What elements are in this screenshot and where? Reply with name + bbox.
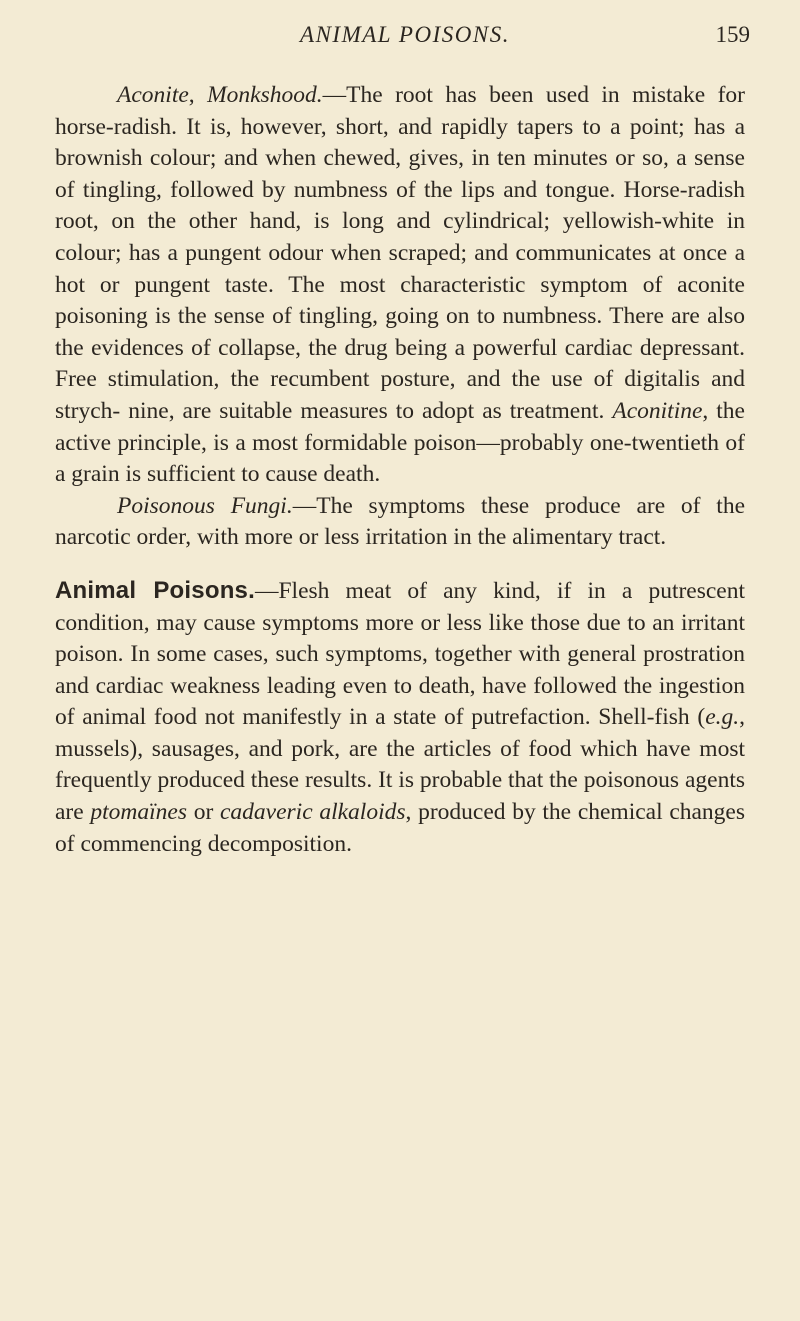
animal-text-2: , mussels), sausages, and pork, are the articles of food which have most frequently produced these results. It is probable that the poisonous agents are [55,704,745,826]
term-monkshood: Monkshood. [207,82,323,108]
page-number: 159 [715,22,750,47]
aconite-text-2: , the active principle, is a most formidable poison—probably one-twentieth of a grain is sufficient to cause death. [55,397,745,488]
term-aconite: Aconite [117,82,189,108]
term-separator: , [188,82,208,108]
body-text [55,80,745,860]
term-poisonous-fungi: Poisonous Fungi. [117,492,293,519]
animal-text-1: —Flesh meat of any kind, if in a putrescent condition, may cause symptoms more or less like those due to an irritant poison. In some cases, such symptoms, together with general prostration and cardiac weakness leading even to death, have followed the ingestion of animal food not manifestly in a state of putrefaction. Shell-fish ( [55,577,746,731]
section-heading-animal-poisons: Animal Poisons. [55,576,255,604]
term-aconitine: Aconitine [612,397,703,424]
paragraph-animal-poisons [55,575,745,860]
paragraph-fungi [55,491,745,554]
term-ptomaines: ptomaïnes [90,799,187,826]
running-head [60,20,750,56]
running-title: ANIMAL POISONS. [300,22,510,47]
term-eg: e.g. [705,704,740,731]
paragraph-aconite [55,80,745,491]
animal-text-3: or [187,799,220,826]
aconite-text-1: —The root has been used in mistake for horse-radish. It is, however, short, and rapidly tapers to a point; has a brownish colour; and when chewed, gives, in ten minutes or so, a sense of tingling, followed by numbness of the lips and tongue. Horse-radish root, on the other hand, is long and cylindrical; yellowish-white in colour; has a pungent odour when scraped; and communicates at once a hot or pungent taste. The most characteristic symptom of aconite poisoning is the sense of tingling, going on to numbness. There are also the evidences of collapse, the drug being a powerful cardiac depressant. Free stimulation, the recumbent posture, and the use of digitalis and strych- nine, are suitable measures to adopt as treatment. [55,82,745,424]
animal-text-4: , produced by the chemical changes of commencing decomposition. [55,799,746,857]
fungi-text: —The symptoms these produce are of the narcotic order, with more or less irritation in the alimentary tract. [55,492,745,551]
term-cadaveric-alkaloids: cadaveric alkaloids [219,799,406,826]
